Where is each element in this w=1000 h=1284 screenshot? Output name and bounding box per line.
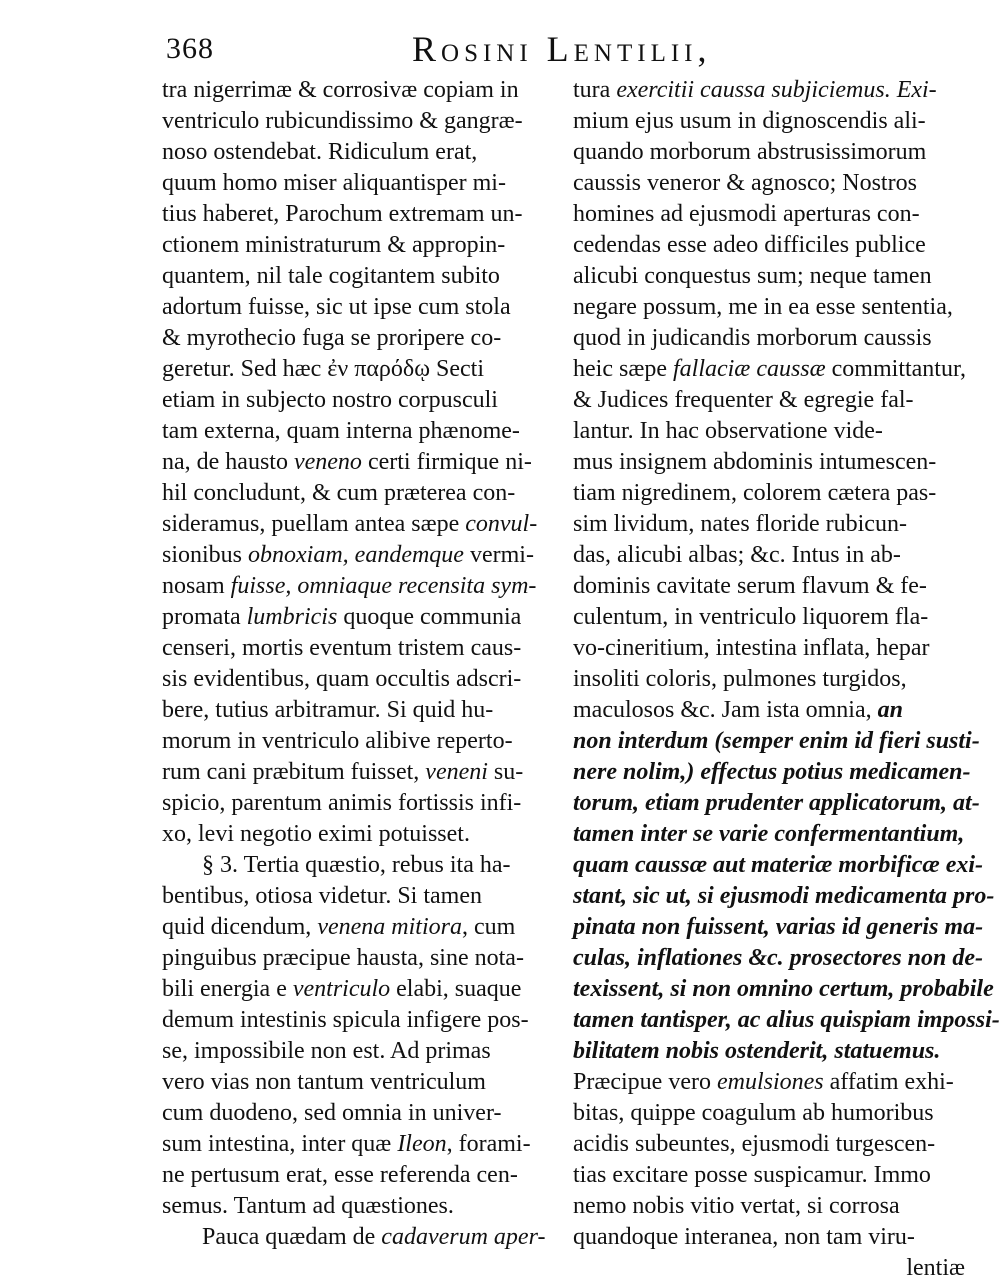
text-segment: insoliti coloris, pulmones turgidos, [573,666,907,692]
text-segment: maculosos &c. Jam ista omnia, [573,697,878,723]
text-segment: nemo nobis vitio vertat, si corrosa [573,1193,900,1219]
text-segment: & myrothecio fuga se proripere co- [162,325,502,351]
left_column-line [162,292,554,323]
text-segment: culas, inflationes &c. prosectores non de- [573,945,984,971]
right_column-line [573,695,965,726]
left_column-line [162,1098,554,1129]
left_column-line [162,478,554,509]
page-number: 368 [166,32,214,65]
left-column [162,75,554,1253]
text-segment: Pauca quædam de [202,1224,382,1250]
left_column-line [162,633,554,664]
italic-text: veneno [293,449,362,475]
right_column-line [573,137,965,168]
text-segment: tiam nigredinem, colorem cætera pas- [573,480,937,506]
right_column-line [573,1098,965,1129]
right_column-line [573,1160,965,1191]
text-segment: , forami- [446,1131,531,1157]
text-segment: quantem, nil tale cogitantem subito [162,263,500,289]
right_column-line [573,943,984,974]
left_column-line [162,540,554,571]
text-segment: & Judices frequenter & egregie fal- [573,387,914,413]
text-segment: promata [162,604,247,630]
right-column [573,75,1000,1284]
text-segment: heic sæpe [573,356,673,382]
left_column-line [162,695,554,726]
text-segment: hil concludunt, & cum præterea con- [162,480,516,506]
text-segment: tamen inter se varie confermentantium, [573,821,965,847]
text-segment: censeri, mortis eventum tristem caus- [162,635,522,661]
italic-text: venena mitiora [317,914,462,940]
text-segment: caussis veneror & agnosco; Nostros [573,170,917,196]
text-segment: bitas, quippe coagulum ab humoribus [573,1100,934,1126]
text-segment: semus. Tantum ad quæstiones. [162,1193,454,1219]
right_column-line [573,323,965,354]
text-segment: tamen tantisper, ac alius quispiam impossi- [573,1007,1000,1033]
right_column-line [573,788,980,819]
text-segment: quod in judicandis morborum caussis [573,325,932,351]
right_column-line [573,1129,965,1160]
text-segment: culentum, in ventriculo liquorem fla- [573,604,929,630]
text-segment: , cum [461,914,516,940]
text-segment: pinata non fuissent, varias id generis ma- [573,914,984,940]
text-segment: quid dicendum, [162,914,318,940]
text-segment: demum intestinis spicula infigere pos- [162,1007,529,1033]
right_column-line [573,571,965,602]
text-segment: alicubi conquestus sum; neque tamen [573,263,932,289]
right_column-line [573,974,994,1005]
left_column-line [162,199,554,230]
italic-text: emulsiones [716,1069,824,1095]
text-segment: se, impossibile non est. Ad primas [162,1038,491,1064]
left_column-line [162,447,554,478]
text-segment: mium ejus usum in dignoscendis ali- [573,108,926,134]
italic-text: Ileon [397,1131,447,1157]
left_column-line [162,1067,554,1098]
left_column-line [162,757,554,788]
left_column-line [162,1129,554,1160]
text-segment: quando morborum abstrusissimorum [573,139,927,165]
italic-text: ventriculo [292,976,391,1002]
italic-text: obnoxiam, eandemque [242,542,470,568]
left_column-line [162,881,554,912]
text-segment: stant, sic ut, si ejusmodi medicamenta pro- [573,883,995,909]
italic-text: lumbricis [246,604,338,630]
left_column-line [162,912,554,943]
left_column-line [162,1191,554,1222]
text-segment: homines ad ejusmodi aperturas con- [573,201,920,227]
left_column-line [162,726,554,757]
text-segment: quum homo miser aliquantisper mi- [162,170,506,196]
left_column-line [162,1160,554,1191]
right_column-line [573,199,965,230]
text-segment: pinguibus præcipue hausta, sine nota- [162,945,524,971]
text-segment: geretur. Sed hæc ἐν παρόδῳ Secti [162,356,484,382]
left_column-line [162,664,554,695]
text-segment: ctionem ministraturum & appropin- [162,232,506,258]
left_column-line [162,1005,554,1036]
italic-text: convul- [465,511,538,537]
right_column-line [573,1222,965,1253]
text-segment: tias excitare posse suspicamur. Immo [573,1162,931,1188]
text-segment: quam caussæ aut materiæ morbificæ exi- [573,852,984,878]
text-segment: vo-cineritium, intestina inflata, hepar [573,635,930,661]
italic-text: fuisse, omniaque recensita sym- [224,573,537,599]
right_column-line [573,1191,965,1222]
left_column-line [162,354,554,385]
text-segment: noso ostendebat. Ridiculum erat, [162,139,478,165]
left_column-line [162,509,554,540]
left_column-line [162,323,554,354]
text-segment: lentiæ [906,1255,965,1281]
text-segment: sim lividum, nates floride rubicun- [573,511,907,537]
right_column-line [573,819,965,850]
text-segment: cedendas esse adeo difficiles publice [573,232,926,258]
running-head: Rosini Lentilii, [412,29,712,69]
left_column-line [162,850,554,881]
right_column-line [573,230,965,261]
left_column-line [162,571,554,602]
left_column-line [162,168,554,199]
left_column-line [162,819,554,850]
right_column-line [573,881,995,912]
text-segment: tam externa, quam interna phænome- [162,418,520,444]
right_column-line [573,633,965,664]
text-segment: etiam in subjecto nostro corpusculi [162,387,498,413]
left_column-line [162,416,554,447]
text-segment: lantur. In hac observatione vide- [573,418,883,444]
left_column-line [162,602,554,633]
left_column-line [162,1036,554,1067]
text-segment: quoque communia [337,604,522,630]
text-segment: nere nolim,) effectus potius medicamen- [573,759,971,785]
text-segment: bere, tutius arbitramur. Si quid hu- [162,697,494,723]
italic-text: fallaciæ caussæ [672,356,826,382]
italic-text: exercitii caussa subjiciemus. Exi- [610,77,937,103]
text-segment: vermi- [469,542,534,568]
text-segment: adortum fuisse, sic ut ipse cum stola [162,294,511,320]
left_column-line [162,137,554,168]
text-segment: su- [487,759,524,785]
left_column-line [162,230,554,261]
text-segment: certi firmique ni- [361,449,532,475]
right_column-line [573,850,984,881]
text-segment: ne pertusum erat, esse referenda cen- [162,1162,518,1188]
right_column-line [573,354,965,385]
text-segment: bilitatem nobis ostenderit, statuemus. [573,1038,941,1064]
text-segment: spicio, parentum animis fortissis infi- [162,790,522,816]
text-segment: sideramus, puellam antea sæpe [162,511,466,537]
right_column-line [573,1036,965,1067]
text-segment: tura [573,77,611,103]
left_column-line [162,261,554,292]
right_column-line [573,664,965,695]
text-segment: Præcipue vero [573,1069,717,1095]
text-segment: texissent, si non omnino certum, probabile [573,976,994,1002]
text-segment: ventriculo rubicundissimo & gangræ- [162,108,523,134]
right_column-line [573,540,965,571]
text-segment: na, de hausto [162,449,294,475]
right_column-line [573,509,965,540]
text-segment: dominis cavitate serum flavum & fe- [573,573,927,599]
text-segment: quandoque interanea, non tam viru- [573,1224,915,1250]
italic-text: veneni [425,759,488,785]
left_column-line [162,75,554,106]
text-segment: nosam [162,573,225,599]
page-header [162,28,962,72]
text-segment: § 3. Tertia quæstio, rebus ita ha- [202,852,511,878]
italic-text: an [877,697,903,723]
text-segment: das, alicubi albas; &c. Intus in ab- [573,542,901,568]
text-segment: non interdum (semper enim id fieri susti- [573,728,980,754]
text-segment: tra nigerrimæ & corrosivæ copiam in [162,77,519,103]
right_column-line [573,1067,965,1098]
left_column-line [162,788,554,819]
right_column-line [573,106,965,137]
right_column-line [573,726,980,757]
italic-text: cadaverum aper- [381,1224,546,1250]
text-segment: bili energia e [162,976,293,1002]
text-segment: acidis subeuntes, ejusmodi turgescen- [573,1131,936,1157]
right_column-line [573,75,965,106]
right_column-line [573,602,965,633]
left_column-line [162,385,554,416]
left_column-line [162,974,554,1005]
right_column-line [573,292,965,323]
right_column-line [573,416,965,447]
right_column-line [573,757,971,788]
text-segment: bentibus, otiosa videtur. Si tamen [162,883,482,909]
text-segment: elabi, suaque [390,976,522,1002]
text-segment: morum in ventriculo alibive reperto- [162,728,513,754]
right_column-line [573,478,965,509]
text-segment: vero vias non tantum ventriculum [162,1069,486,1095]
text-segment: torum, etiam prudenter applicatorum, at- [573,790,980,816]
right_column-line [573,168,965,199]
right_column-line [573,1253,965,1284]
text-segment: tius haberet, Parochum extremam un- [162,201,523,227]
text-segment: mus insignem abdominis intumescen- [573,449,937,475]
left_column-line [162,1222,554,1253]
text-segment: xo, levi negotio eximi potuisset. [162,821,470,847]
right_column-line [573,912,984,943]
right_column-line [573,261,965,292]
right_column-line [573,447,965,478]
text-segment: rum cani præbitum fuisset, [162,759,426,785]
left_column-line [162,943,554,974]
text-segment: sis evidentibus, quam occultis adscri- [162,666,522,692]
text-segment: affatim exhi- [823,1069,954,1095]
text-segment: sionibus [162,542,243,568]
text-segment: negare possum, me in ea esse sententia, [573,294,953,320]
left_column-line [162,106,554,137]
right_column-line [573,1005,1000,1036]
text-segment: cum duodeno, sed omnia in univer- [162,1100,502,1126]
right_column-line [573,385,965,416]
text-segment: committantur, [825,356,966,382]
text-segment: sum intestina, inter quæ [162,1131,398,1157]
